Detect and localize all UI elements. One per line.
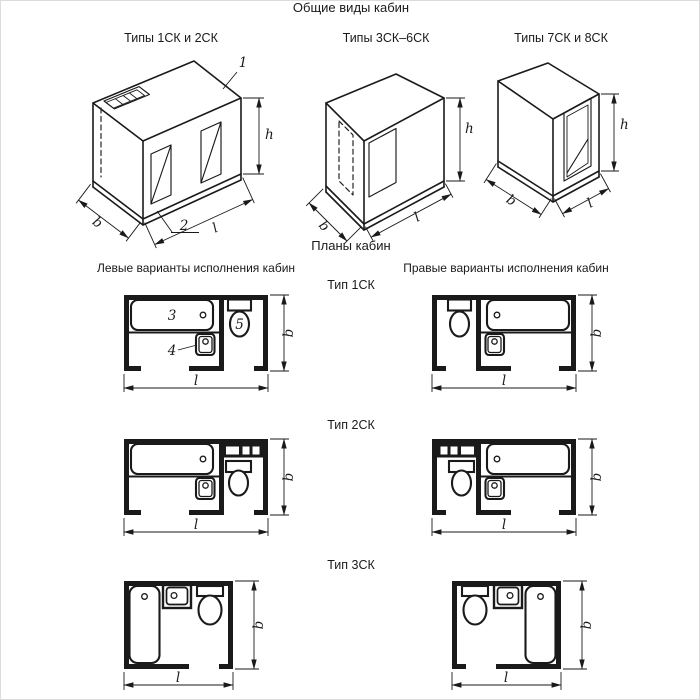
dim-length-label: l (501, 517, 507, 533)
washbasin-shape (163, 585, 191, 608)
dim-width (235, 581, 267, 669)
door-opening (369, 129, 396, 198)
dim-length (432, 517, 576, 536)
partition-wall (219, 300, 224, 371)
washbasin-shape (196, 478, 215, 499)
callout-washbasin: 4 (167, 343, 177, 359)
main-title: Общие виды кабин (292, 0, 410, 15)
dim-height (446, 98, 474, 181)
dim-width-label: b (589, 472, 605, 482)
base-plinth (93, 180, 241, 225)
washbasin-shape (494, 585, 522, 608)
plan-2sk-left (113, 435, 305, 547)
bathtub-shape (130, 586, 160, 663)
callout-2 (157, 211, 199, 234)
door-openings (151, 122, 221, 204)
partition-wall (476, 300, 481, 371)
toilet-shape (448, 300, 471, 337)
dim-width-label: b (579, 620, 595, 630)
door-opening (564, 98, 591, 181)
bowl (452, 471, 471, 496)
plan-2sk-right (421, 435, 613, 547)
toilet-shape (449, 461, 474, 496)
dim-length (432, 373, 576, 392)
dim-width (484, 164, 551, 218)
partition-wall (476, 444, 481, 515)
dim-length-label: l (210, 220, 221, 237)
iso-view-types-7-8 (479, 51, 664, 241)
dim-length-label: l (584, 195, 596, 212)
dim-height (601, 94, 629, 171)
bowl (199, 596, 222, 625)
bathtub-shape (481, 300, 571, 333)
bathtub-shape (526, 586, 556, 663)
dim-width-label: b (89, 213, 106, 232)
dim-width (578, 439, 605, 515)
plans-title: Планы кабин (311, 238, 391, 253)
dim-length-label: l (503, 670, 509, 686)
partition-wall (219, 444, 224, 515)
dim-width (270, 295, 297, 371)
dim-height (243, 98, 274, 174)
iso-view-types-1-2 (57, 51, 302, 251)
dim-height-label: h (265, 127, 274, 143)
dim-width-label: b (251, 620, 267, 630)
dim-length (124, 670, 233, 690)
cabin-box (498, 63, 599, 202)
callout-2-number: 2 (179, 218, 189, 234)
callout-1-number: 1 (238, 55, 248, 71)
toilet-shape (462, 586, 488, 625)
dim-length (124, 517, 268, 536)
iso-view-types-3-6 (289, 51, 481, 251)
dim-width (578, 295, 605, 371)
cistern (448, 300, 471, 311)
callout-washbasin-leader (178, 345, 197, 350)
dim-height-label: h (465, 121, 474, 137)
callout-toilet: 5 (235, 317, 244, 333)
callout-1 (223, 55, 247, 89)
type-label-3sk: Тип 3СК (327, 558, 375, 572)
dim-width (306, 189, 361, 244)
vent-blocks (224, 444, 263, 458)
plan-1sk-left (113, 291, 305, 403)
cabin-box (326, 74, 444, 230)
dim-length (452, 670, 561, 690)
washbasin-shape (486, 334, 505, 355)
right-variants-label: Правые варианты исполнения кабин (403, 261, 609, 275)
dim-length-label: l (193, 517, 199, 533)
washbasin-shape (486, 478, 505, 499)
dim-length (145, 178, 255, 249)
bathtub-shape (481, 444, 571, 477)
vent-blocks (437, 444, 476, 458)
dim-height-label: h (620, 117, 629, 133)
washbasin-shape (196, 334, 215, 355)
view-label-types-3-6: Типы 3СК–6СК (342, 31, 430, 45)
plan-3sk-left (113, 575, 278, 697)
left-variants-label: Левые варианты исполнения кабин (96, 261, 296, 275)
dim-length-label: l (411, 209, 423, 226)
dim-width-label: b (315, 217, 333, 235)
dim-width-label: b (503, 191, 520, 210)
dim-width (563, 581, 595, 669)
bathtub-shape (129, 444, 219, 477)
dim-width (270, 439, 297, 515)
plan-3sk-right (441, 575, 606, 697)
dim-width-label: b (281, 472, 297, 482)
bowl (464, 596, 487, 625)
bowl (229, 471, 248, 496)
cistern (228, 300, 251, 311)
plan-1sk-right (421, 291, 613, 403)
type-label-1sk: Тип 1СК (327, 278, 375, 292)
type-label-2sk: Тип 2СК (327, 418, 375, 432)
roof-vent-panel (104, 87, 149, 109)
toilet-shape (197, 586, 223, 625)
callout-bathtub: 3 (167, 308, 177, 324)
dim-width-label: b (281, 328, 297, 338)
cabin-box (93, 61, 241, 225)
dim-length (124, 373, 268, 392)
dim-length-label: l (501, 373, 507, 389)
bowl (450, 312, 469, 337)
dim-width-label: b (589, 328, 605, 338)
dim-length-label: l (193, 373, 199, 389)
view-label-types-1-2: Типы 1СК и 2СК (124, 31, 218, 45)
view-label-types-7-8: Типы 7СК и 8СК (514, 31, 608, 45)
base-plinth (326, 187, 444, 230)
toilet-shape (226, 461, 251, 496)
hidden-door (339, 121, 353, 195)
dim-length-label: l (175, 670, 181, 686)
